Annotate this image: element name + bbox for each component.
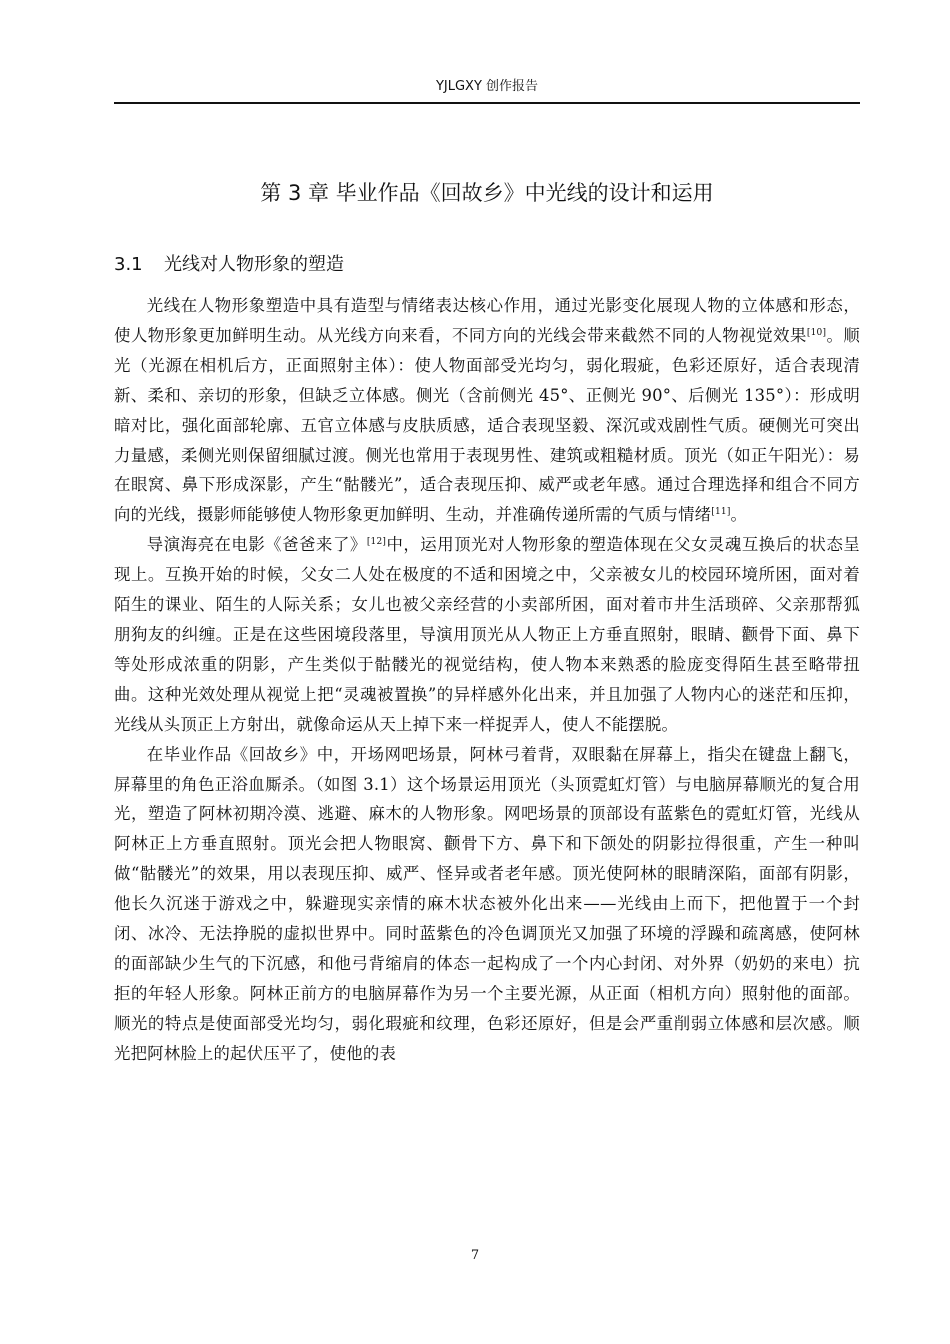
paragraph-1-text-a: 光线在人物形象塑造中具有造型与情绪表达核心作用，通过光影变化展现人物的立体感和形态，使人物形象更加鲜明生动。从光线方向来看，不同方向的光线会带来截然不同的人物视觉效果: [114, 296, 860, 345]
chapter-title: 第 3 章 毕业作品《回故乡》中光线的设计和运用: [260, 181, 714, 205]
page-number: 7: [470, 1248, 480, 1263]
running-header: [114, 72, 860, 104]
paragraph-1-text-b: 。顺光（光源在相机后方，正面照射主体）：使人物面部受光均匀，弱化瑕疵，色彩还原好，适合表现清新、柔和、亲切的形象，但缺乏立体感。侧光（含前侧光 45°、正侧光 90°、后侧光 135°）：形成明暗对比，强化面部轮廓、五官立体感与皮肤质感，适合表现坚毅、深沉或戏剧性气质。硬侧光可突出力量感，柔侧光则保留细腻过渡。侧光也常用于表现男性、建筑或粗糙材质。顶光（如正午阳光）：易在眼窝、鼻下形成深影，产生“骷髅光”，适合表现压抑、威严或老年感。通过合理选择和组合不同方向的光线，摄影师能够使人物形象更加鲜明、生动，并准确传递所需的气质与情绪: [114, 325, 860, 525]
citation-10: [10]: [806, 327, 827, 338]
body-text: [114, 291, 860, 1069]
section-heading: [114, 250, 860, 280]
section-title: 光线对人物形象的塑造: [164, 254, 344, 275]
header-text: YJLGXY 创作报告: [435, 79, 539, 94]
citation-11: [11]: [711, 507, 731, 518]
paragraph-1: [114, 291, 860, 530]
paragraph-1-text-c: 。: [730, 505, 748, 525]
paragraph-2-text-b: 中，运用顶光对人物形象的塑造体现在父女灵魂互换后的状态呈现上。互换开始的时候，父女二人处在极度的不适和困境之中，父亲被女儿的校园环境所困，面对着陌生的课业、陌生的人际关系；女儿也被父亲经营的小卖部所困，面对着市井生活琐碎、父亲那帮狐朋狗友的纠缠。正是在这些困境段落里，导演用顶光从人物正上方垂直照射，眼睛、颧骨下面、鼻下等处形成浓重的阴影，产生类似于骷髅光的视觉结构，使人物本来熟悉的脸庞变得陌生甚至略带扭曲。这种光效处理从视觉上把“灵魂被置换”的异样感外化出来，并且加强了人物内心的迷茫和压抑，光线从头顶正上方射出，就像命运从天上掉下来一样捉弄人，使人不能摆脱。: [114, 535, 860, 734]
paragraph-3: 在毕业作品《回故乡》中，开场网吧场景，阿林弓着背，双眼黏在屏幕上，指尖在键盘上翻飞，屏幕里的角色正浴血厮杀。（如图 3.1）这个场景运用顶光（头顶霓虹灯管）与电脑屏幕顺光的复合用光，塑造了阿林初期冷漠、逃避、麻木的人物形象。网吧场景的顶部设有蓝紫色的霓虹灯管，光线从阿林正上方垂直照射。顶光会把人物眼窝、颧骨下方、鼻下和下颌处的阴影拉得很重，产生一种叫做“骷髅光”的效果，用以表现压抑、威严、怪异或者老年感。顶光使阿林的眼睛深陷，面部有阴影，他长久沉迷于游戏之中，躲避现实亲情的麻木状态被外化出来——光线由上而下，把他置于一个封闭、冰冷、无法挣脱的虚拟世界中。同时蓝紫色的冷色调顶光又加强了环境的浮躁和疏离感，使阿林的面部缺少生气的下沉感，和他弓背缩肩的体态一起构成了一个内心封闭、对外界（奶奶的来电）抗拒的年轻人形象。阿林正前方的电脑屏幕作为另一个主要光源，从正面（相机方向）照射他的面部。顺光的特点是使面部受光均匀，弱化瑕疵和纹理，色彩还原好，但是会严重削弱立体感和层次感。顺光把阿林脸上的起伏压平了，使他的表: [114, 744, 860, 1063]
paragraph-2: [114, 530, 860, 739]
citation-12: [12]: [366, 537, 387, 548]
paragraph-2-text-a: 导演海亮在电影《爸爸来了》: [146, 535, 367, 555]
section-number: 3.1: [114, 254, 143, 275]
